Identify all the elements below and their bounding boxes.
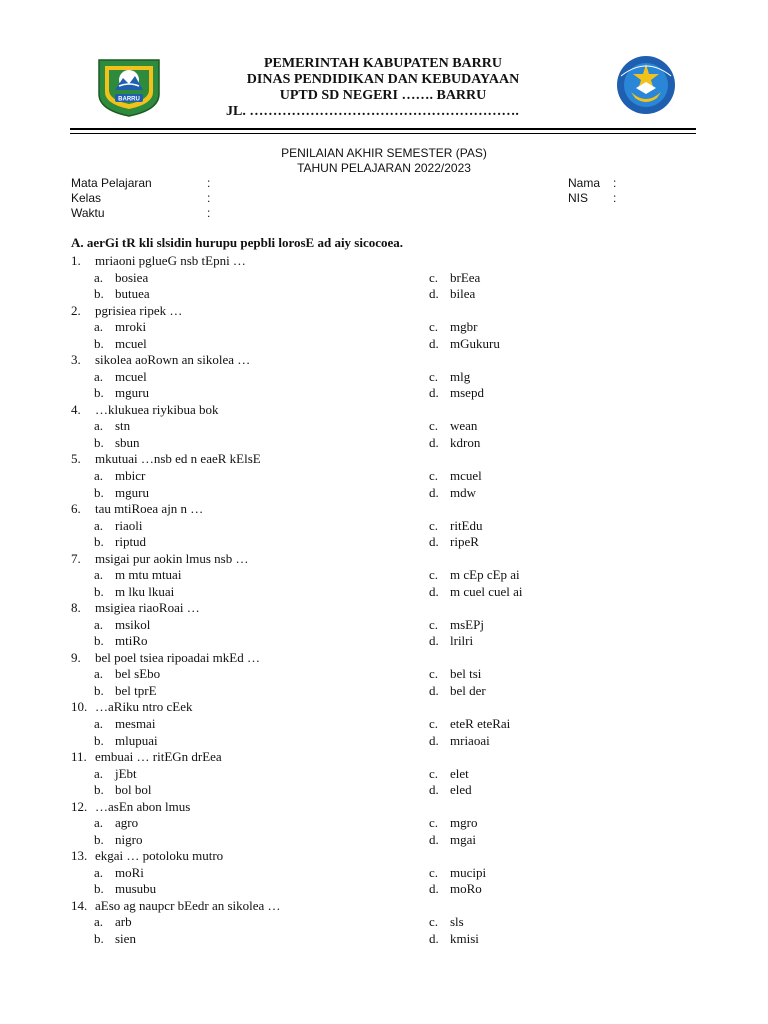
option-key: d.: [429, 683, 439, 698]
question-number: 11.: [71, 749, 87, 764]
option-key: b.: [94, 931, 104, 946]
question-number: 12.: [71, 798, 88, 814]
question-text: …asEn abon lmus: [95, 798, 191, 814]
option-text: stn: [115, 418, 131, 434]
name-colon: :: [613, 176, 617, 190]
option-text: mguru: [115, 385, 149, 401]
kabupaten-barru-logo: [93, 56, 165, 118]
option-text: mcuel: [450, 468, 482, 483]
option-text: m lku lkuai: [115, 583, 175, 599]
question-text: msigiea riaoRoai …: [95, 600, 200, 616]
student-info-left: [71, 176, 271, 224]
option-key: d.: [429, 335, 439, 351]
option-key: a.: [94, 914, 104, 930]
option-key: b.: [94, 583, 104, 599]
option-key: b.: [94, 683, 104, 698]
option-key: a.: [94, 765, 104, 781]
option-text: mguru: [115, 484, 149, 500]
option-key: b.: [94, 286, 104, 302]
option-key: d.: [429, 385, 439, 401]
option-text: m cEp cEp ai: [450, 567, 520, 583]
question-number: 6.: [71, 501, 81, 516]
option-text: arb: [115, 914, 132, 930]
option-text: bilea: [450, 286, 476, 302]
option-text: mgro: [450, 815, 478, 831]
option-text: mtiRo: [115, 633, 148, 649]
question-text: msigai pur aokin lmus nsb …: [95, 550, 249, 566]
option-text: eled: [450, 782, 472, 798]
option-key: c.: [429, 319, 439, 335]
option-key: b.: [94, 633, 104, 649]
option-text: lrilri: [450, 633, 474, 649]
option-key: c.: [429, 716, 439, 731]
option-text: kmisi: [450, 931, 479, 946]
option-key: b.: [94, 831, 104, 847]
option-key: c.: [429, 418, 439, 434]
letterhead-school: UPTD SD NEGERI ……. BARRU: [279, 88, 487, 103]
option-text: mucipi: [450, 864, 487, 880]
letterhead: [210, 56, 556, 120]
question-text: sikolea aoRown an sikolea …: [95, 352, 251, 368]
option-key: d.: [429, 435, 439, 450]
student-info-right: [568, 176, 688, 208]
question-text: …klukuea riykibua bok: [95, 401, 219, 417]
header-rule-thin: [70, 133, 696, 134]
option-key: b.: [94, 782, 104, 798]
question-number: 8.: [71, 600, 81, 616]
option-key: b.: [94, 484, 104, 500]
option-text: bel tsi: [450, 666, 482, 682]
option-text: bel der: [450, 683, 486, 698]
option-text: mlupuai: [115, 732, 158, 748]
option-text: riaoli: [115, 517, 143, 533]
option-key: a.: [94, 517, 104, 533]
option-text: butuea: [115, 286, 150, 302]
option-text: mroki: [115, 319, 147, 335]
question-number: 5.: [71, 451, 81, 467]
option-key: a.: [94, 319, 104, 335]
question-number: 14.: [71, 897, 88, 913]
option-text: sbun: [115, 435, 140, 450]
question-text: bel poel tsiea ripoadai mkEd …: [95, 649, 260, 665]
option-text: moRo: [450, 881, 482, 897]
option-text: musubu: [115, 881, 157, 897]
section-a-instruction: A. aerGi tR kli slsidin hurupu pepbli lorosE ad aiy sicocoea.: [71, 235, 404, 250]
question-number: 2.: [71, 302, 81, 318]
option-text: bel sEbo: [115, 666, 161, 682]
tut-wuri-handayani-logo: [611, 54, 681, 116]
option-key: a.: [94, 567, 104, 583]
option-text: m mtu mtuai: [115, 567, 182, 583]
option-text: ripeR: [450, 534, 479, 550]
question-text: …aRiku ntro cEek: [95, 699, 193, 715]
option-key: d.: [429, 831, 439, 847]
option-text: m cuel cuel ai: [450, 583, 523, 599]
option-key: b.: [94, 732, 104, 748]
option-text: bol bol: [115, 782, 152, 798]
option-text: jEbt: [115, 765, 137, 781]
option-text: bosiea: [115, 269, 149, 285]
option-key: d.: [429, 782, 439, 798]
option-text: riptud: [115, 534, 147, 550]
question-text: aEso ag naupcr bEedr an sikolea …: [95, 897, 281, 913]
question-number: 4.: [71, 401, 81, 417]
name-label: Nama: [568, 176, 601, 190]
option-key: c.: [429, 468, 439, 483]
option-text: bel tprE: [115, 683, 157, 698]
option-text: moRi: [115, 864, 144, 880]
question-text: mkutuai …nsb ed n eaeR kElsE: [95, 451, 261, 467]
question-number: 13.: [71, 848, 88, 864]
option-key: d.: [429, 633, 439, 649]
option-text: msikol: [115, 616, 151, 632]
option-text: sls: [450, 914, 464, 930]
option-key: a.: [94, 269, 104, 285]
question-number: 1.: [71, 253, 81, 268]
option-text: mcuel: [115, 335, 147, 351]
option-key: d.: [429, 534, 439, 550]
option-key: c.: [429, 914, 439, 930]
option-text: msepd: [450, 385, 484, 401]
exam-year: TAHUN PELAJARAN 2022/2023: [297, 161, 471, 175]
option-text: mriaoai: [450, 732, 490, 748]
question-text: mriaoni pglueG nsb tEpni …: [95, 253, 246, 268]
option-text: mgbr: [450, 319, 478, 335]
subject-label: Mata Pelajaran: [71, 176, 152, 190]
option-key: c.: [429, 815, 439, 831]
option-key: d.: [429, 881, 439, 897]
question-number: 7.: [71, 550, 81, 566]
option-key: c.: [429, 666, 439, 682]
exam-titles: [0, 146, 768, 176]
time-label: Waktu: [71, 206, 105, 220]
option-key: b.: [94, 534, 104, 550]
question-number: 9.: [71, 649, 81, 665]
option-text: elet: [450, 765, 469, 781]
option-key: c.: [429, 864, 439, 880]
letterhead-department: DINAS PENDIDIKAN DAN KEBUDAYAAN: [246, 72, 520, 87]
question-number: 3.: [71, 352, 81, 368]
option-text: wean: [450, 418, 478, 434]
option-key: c.: [429, 269, 439, 285]
question-text: tau mtiRoea ajn n …: [95, 501, 204, 516]
option-text: mdw: [450, 484, 476, 500]
option-key: d.: [429, 732, 439, 748]
option-text: agro: [115, 815, 139, 831]
letterhead-address: JL. ………………………………………………….: [226, 104, 519, 119]
option-text: eteR eteRai: [450, 716, 511, 731]
option-key: a.: [94, 368, 104, 384]
question-text: embuai … ritEGn drEea: [95, 749, 222, 764]
logo-label: BARRU: [118, 96, 140, 103]
exam-title: PENILAIAN AKHIR SEMESTER (PAS): [281, 146, 487, 160]
option-text: mlg: [450, 368, 471, 384]
option-text: nigro: [115, 831, 143, 847]
letterhead-government: PEMERINTAH KABUPATEN BARRU: [263, 56, 502, 71]
option-key: a.: [94, 815, 104, 831]
option-key: c.: [429, 517, 439, 533]
option-key: c.: [429, 616, 439, 632]
option-key: d.: [429, 931, 439, 946]
subject-colon: :: [207, 176, 211, 190]
option-key: b.: [94, 435, 104, 450]
option-text: mbicr: [115, 468, 146, 483]
option-text: sien: [115, 931, 136, 946]
header-rule-thick: [70, 128, 696, 130]
option-text: mcuel: [115, 368, 147, 384]
option-key: a.: [94, 418, 104, 434]
option-text: brEea: [450, 269, 481, 285]
option-key: a.: [94, 864, 104, 880]
nis-label: NIS: [568, 191, 589, 205]
option-key: d.: [429, 484, 439, 500]
option-key: a.: [94, 666, 104, 682]
option-text: ritEdu: [450, 517, 483, 533]
option-text: mgai: [450, 831, 476, 847]
option-key: d.: [429, 583, 439, 599]
class-label: Kelas: [71, 191, 102, 205]
option-key: b.: [94, 335, 104, 351]
option-key: a.: [94, 616, 104, 632]
question-text: pgrisiea ripek …: [95, 302, 183, 318]
option-key: a.: [94, 468, 104, 483]
option-key: c.: [429, 368, 439, 384]
option-text: msEPj: [450, 616, 484, 632]
option-key: c.: [429, 765, 439, 781]
time-colon: :: [207, 206, 211, 220]
question-text: ekgai … potoloku mutro: [95, 848, 224, 864]
option-key: a.: [94, 716, 104, 731]
question-number: 10.: [71, 699, 88, 715]
option-key: d.: [429, 286, 439, 302]
option-key: b.: [94, 385, 104, 401]
option-text: mGukuru: [450, 335, 500, 351]
class-colon: :: [207, 191, 211, 205]
option-text: kdron: [450, 435, 481, 450]
option-text: mesmai: [115, 716, 156, 731]
option-key: c.: [429, 567, 439, 583]
option-key: b.: [94, 881, 104, 897]
nis-colon: :: [613, 191, 617, 205]
